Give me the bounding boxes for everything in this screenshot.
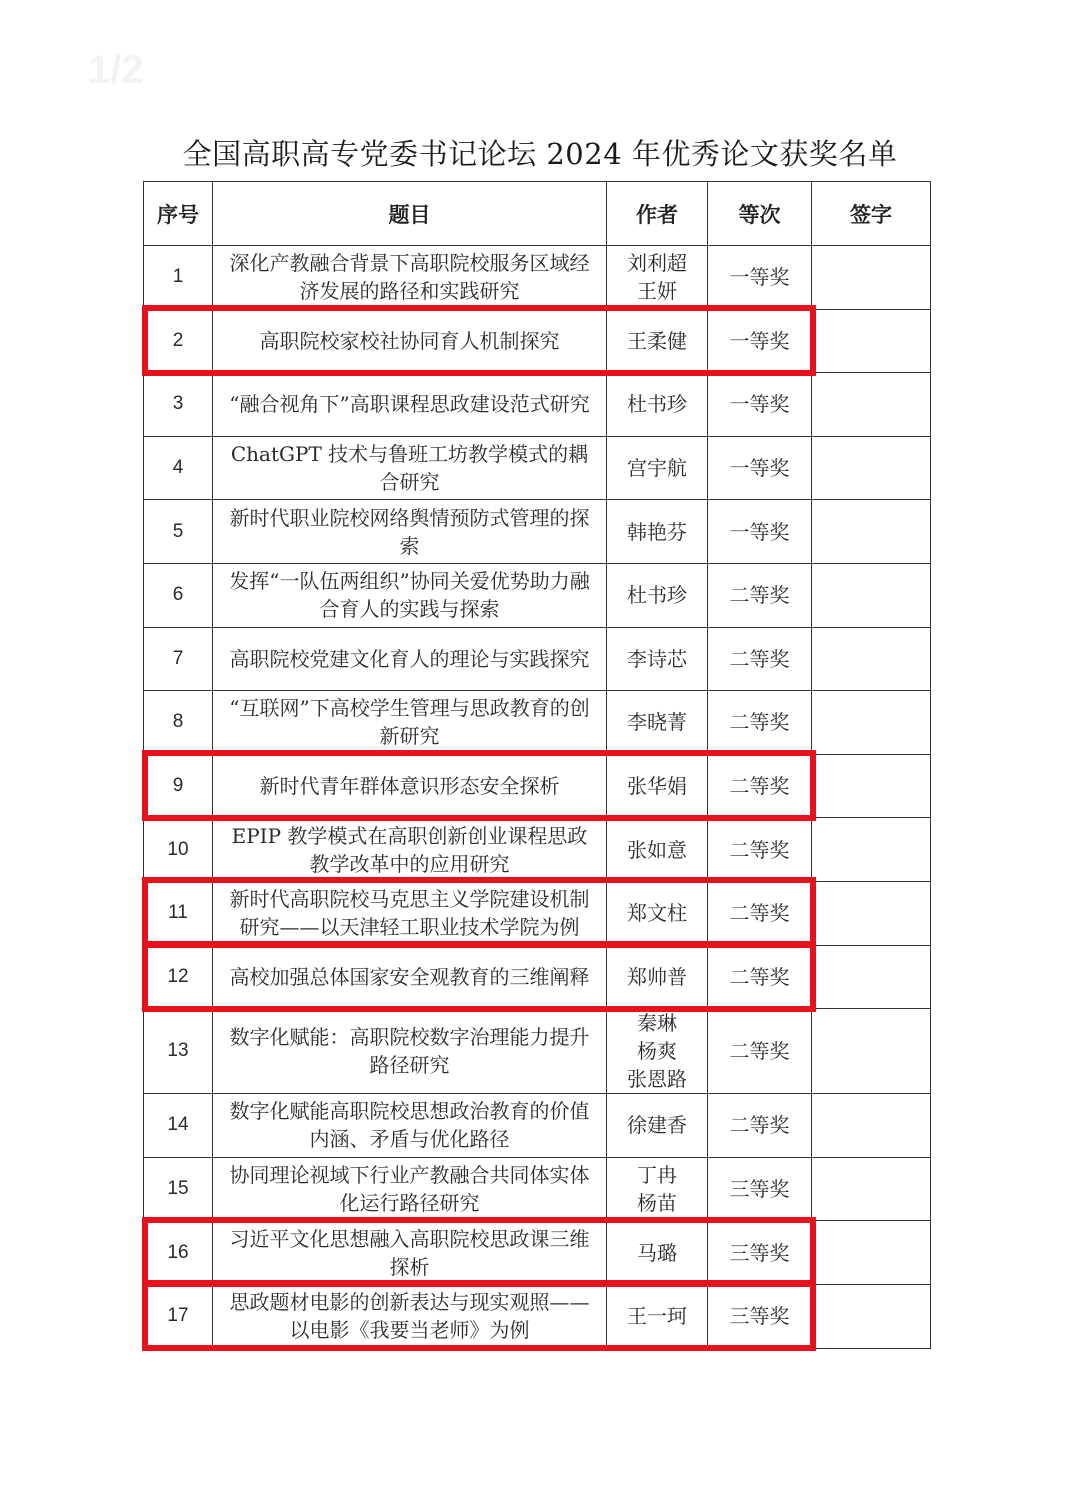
paper-title: 高校加强总体国家安全观教育的三维阐释 [213, 945, 607, 1009]
award-grade: 一等奖 [708, 500, 812, 564]
authors-cell [607, 1157, 708, 1221]
row-number: 8 [144, 691, 213, 755]
author-name: 杨苗 [637, 1191, 677, 1216]
row-number: 2 [144, 309, 213, 373]
table-row [144, 1221, 931, 1285]
signature-cell [812, 627, 931, 691]
paper-title: 高职院校家校社协同育人机制探究 [213, 309, 607, 373]
row-number: 6 [144, 563, 213, 627]
table-row [144, 1284, 931, 1348]
table-row [144, 1009, 931, 1094]
table-row [144, 1094, 931, 1158]
author-name: 韩艳芬 [627, 519, 687, 544]
authors-cell [607, 1009, 708, 1094]
paper-title: 新时代青年群体意识形态安全探析 [213, 754, 607, 818]
page-indicator: 1/2 [88, 48, 144, 92]
table-row [144, 754, 931, 818]
award-grade: 三等奖 [708, 1157, 812, 1221]
author-name: 张华娟 [627, 774, 687, 799]
award-grade: 二等奖 [708, 881, 812, 945]
table-row [144, 1157, 931, 1221]
award-grade: 一等奖 [708, 309, 812, 373]
row-number: 5 [144, 500, 213, 564]
author-name: 刘利超 [627, 251, 687, 276]
author-name: 郑帅普 [627, 964, 687, 989]
authors-cell [607, 246, 708, 310]
header-number: 序号 [144, 182, 213, 246]
row-number: 15 [144, 1157, 213, 1221]
signature-cell [812, 818, 931, 882]
row-number: 17 [144, 1284, 213, 1348]
paper-title: 高职院校党建文化育人的理论与实践探究 [213, 627, 607, 691]
authors-cell [607, 563, 708, 627]
table-row [144, 309, 931, 373]
row-number: 16 [144, 1221, 213, 1285]
signature-cell [812, 1284, 931, 1348]
row-number: 14 [144, 1094, 213, 1158]
paper-title: 数字化赋能：高职院校数字治理能力提升路径研究 [213, 1009, 607, 1094]
award-grade: 二等奖 [708, 818, 812, 882]
author-name: 杜书珍 [627, 392, 687, 417]
paper-title: 新时代高职院校马克思主义学院建设机制研究——以天津轻工职业技术学院为例 [213, 881, 607, 945]
paper-title: EPIP 教学模式在高职创新创业课程思政教学改革中的应用研究 [213, 818, 607, 882]
paper-title: “互联网”下高校学生管理与思政教育的创新研究 [213, 691, 607, 755]
table-row [144, 563, 931, 627]
author-name: 张恩路 [627, 1067, 687, 1092]
paper-title: “融合视角下”高职课程思政建设范式研究 [213, 373, 607, 437]
author-name: 马璐 [637, 1240, 677, 1265]
authors-cell [607, 1284, 708, 1348]
document-title: 全国高职高专党委书记论坛 2024 年优秀论文获奖名单 [182, 137, 898, 171]
table-row [144, 818, 931, 882]
paper-title: 协同理论视域下行业产教融合共同体实体化运行路径研究 [213, 1157, 607, 1221]
paper-title: ChatGPT 技术与鲁班工坊教学模式的耦合研究 [213, 436, 607, 500]
award-grade: 一等奖 [708, 436, 812, 500]
authors-cell [607, 691, 708, 755]
paper-title: 习近平文化思想融入高职院校思政课三维探析 [213, 1221, 607, 1285]
signature-cell [812, 1221, 931, 1285]
row-number: 7 [144, 627, 213, 691]
signature-cell [812, 1009, 931, 1094]
signature-cell [812, 754, 931, 818]
header-signature: 签字 [812, 182, 931, 246]
table-row [144, 436, 931, 500]
authors-cell [607, 309, 708, 373]
author-name: 李晓菁 [627, 710, 687, 735]
row-number: 11 [144, 881, 213, 945]
authors-cell [607, 754, 708, 818]
paper-title: 思政题材电影的创新表达与现实观照——以电影《我要当老师》为例 [213, 1284, 607, 1348]
author-name: 秦琳 [637, 1011, 677, 1036]
table-row [144, 691, 931, 755]
award-grade: 二等奖 [708, 1009, 812, 1094]
signature-cell [812, 436, 931, 500]
header-author: 作者 [607, 182, 708, 246]
authors-cell [607, 881, 708, 945]
signature-cell [812, 881, 931, 945]
award-grade: 一等奖 [708, 246, 812, 310]
authors-cell [607, 945, 708, 1009]
table-row [144, 246, 931, 310]
signature-cell [812, 563, 931, 627]
award-grade: 二等奖 [708, 945, 812, 1009]
award-grade: 三等奖 [708, 1284, 812, 1348]
row-number: 1 [144, 246, 213, 310]
paper-title: 新时代职业院校网络舆情预防式管理的探索 [213, 500, 607, 564]
authors-cell [607, 436, 708, 500]
author-name: 杨爽 [637, 1039, 677, 1064]
author-name: 王柔健 [627, 328, 687, 353]
row-number: 10 [144, 818, 213, 882]
row-number: 9 [144, 754, 213, 818]
author-name: 丁冉 [637, 1163, 677, 1188]
table-row [144, 627, 931, 691]
author-name: 王妍 [637, 279, 677, 304]
signature-cell [812, 246, 931, 310]
table-row [144, 881, 931, 945]
signature-cell [812, 1094, 931, 1158]
author-name: 李诗芯 [627, 646, 687, 671]
signature-cell [812, 1157, 931, 1221]
authors-cell [607, 818, 708, 882]
author-name: 张如意 [627, 837, 687, 862]
table-header-row [144, 182, 931, 246]
author-name: 郑文柱 [627, 901, 687, 926]
table-row [144, 945, 931, 1009]
signature-cell [812, 945, 931, 1009]
author-name: 宫宇航 [627, 456, 687, 481]
row-number: 12 [144, 945, 213, 1009]
award-grade: 一等奖 [708, 373, 812, 437]
row-number: 3 [144, 373, 213, 437]
award-grade: 二等奖 [708, 627, 812, 691]
header-title: 题目 [213, 182, 607, 246]
awards-table [143, 181, 931, 1349]
authors-cell [607, 1221, 708, 1285]
author-name: 王一珂 [627, 1304, 687, 1329]
authors-cell [607, 627, 708, 691]
header-grade: 等次 [708, 182, 812, 246]
award-grade: 二等奖 [708, 691, 812, 755]
award-grade: 二等奖 [708, 563, 812, 627]
row-number: 13 [144, 1009, 213, 1094]
paper-title: 发挥“一队伍两组织”协同关爱优势助力融合育人的实践与探索 [213, 563, 607, 627]
row-number: 4 [144, 436, 213, 500]
authors-cell [607, 373, 708, 437]
award-grade: 二等奖 [708, 1094, 812, 1158]
paper-title: 深化产教融合背景下高职院校服务区域经济发展的路径和实践研究 [213, 246, 607, 310]
award-grade: 三等奖 [708, 1221, 812, 1285]
author-name: 徐建香 [627, 1113, 687, 1138]
authors-cell [607, 1094, 708, 1158]
paper-title: 数字化赋能高职院校思想政治教育的价值内涵、矛盾与优化路径 [213, 1094, 607, 1158]
authors-cell [607, 500, 708, 564]
author-name: 杜书珍 [627, 583, 687, 608]
award-grade: 二等奖 [708, 754, 812, 818]
signature-cell [812, 500, 931, 564]
table-row [144, 373, 931, 437]
signature-cell [812, 373, 931, 437]
table-body [144, 246, 931, 1349]
signature-cell [812, 691, 931, 755]
signature-cell [812, 309, 931, 373]
table-row [144, 500, 931, 564]
